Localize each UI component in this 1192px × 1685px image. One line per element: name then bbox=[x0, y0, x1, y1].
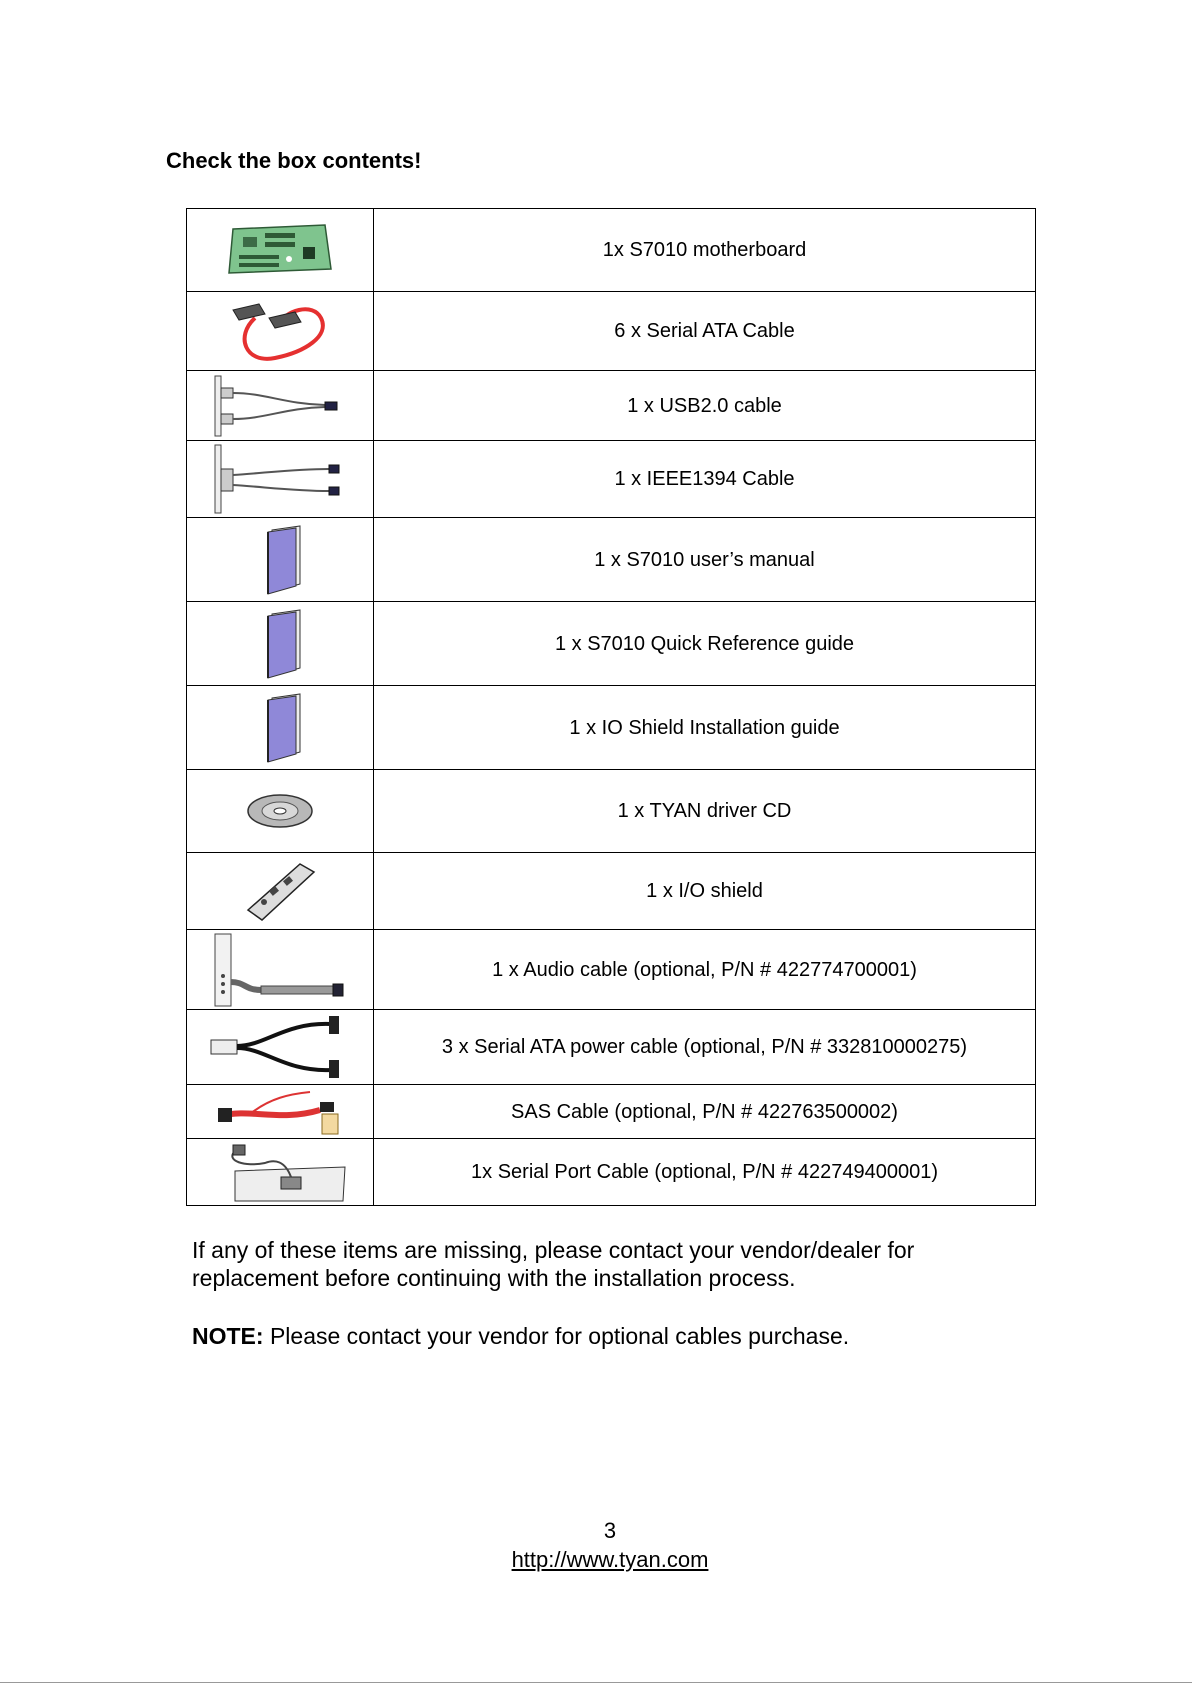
item-label: 1 x IEEE1394 Cable bbox=[374, 441, 1036, 518]
sas-cable-icon bbox=[210, 1088, 350, 1136]
audio-cable-icon bbox=[205, 932, 355, 1008]
table-row bbox=[187, 930, 1036, 1010]
table-row bbox=[187, 441, 1036, 518]
manual-icon bbox=[250, 608, 310, 680]
sata-power-cable-icon bbox=[205, 1016, 355, 1078]
manual-icon bbox=[250, 524, 310, 596]
note-label: NOTE: bbox=[192, 1323, 264, 1349]
item-label: 1 x Audio cable (optional, P/N # 422774700001) bbox=[374, 930, 1036, 1010]
note-text: Please contact your vendor for optional cables purchase. bbox=[263, 1323, 850, 1349]
motherboard-icon bbox=[225, 223, 335, 277]
table-row bbox=[187, 209, 1036, 292]
item-label: 3 x Serial ATA power cable (optional, P/N # 332810000275) bbox=[374, 1010, 1036, 1085]
cd-icon bbox=[245, 791, 315, 831]
table-row bbox=[187, 686, 1036, 770]
item-label: 1x S7010 motherboard bbox=[374, 209, 1036, 292]
table-row bbox=[187, 853, 1036, 930]
item-label: 1 x S7010 user’s manual bbox=[374, 518, 1036, 602]
sata-cable-icon bbox=[225, 296, 335, 366]
table-row bbox=[187, 602, 1036, 686]
item-label: 1 x TYAN driver CD bbox=[374, 770, 1036, 853]
note-paragraph bbox=[192, 1322, 1012, 1350]
table-row bbox=[187, 292, 1036, 371]
table-row bbox=[187, 518, 1036, 602]
ieee1394-cable-icon bbox=[205, 443, 355, 515]
serial-port-cable-icon bbox=[205, 1141, 355, 1203]
item-label: 1 x USB2.0 cable bbox=[374, 371, 1036, 441]
item-label: 1x Serial Port Cable (optional, P/N # 422749400001) bbox=[374, 1139, 1036, 1206]
missing-items-paragraph: If any of these items are missing, please contact your vendor/dealer for replacement before continuing with the installation process. bbox=[192, 1237, 915, 1291]
table-row bbox=[187, 371, 1036, 441]
bottom-divider bbox=[0, 1682, 1192, 1683]
page-number: 3 bbox=[603, 1518, 617, 1543]
footer-url-link[interactable]: http://www.tyan.com bbox=[511, 1547, 709, 1572]
item-label: 1 x IO Shield Installation guide bbox=[374, 686, 1036, 770]
table-row bbox=[187, 1085, 1036, 1139]
item-label: SAS Cable (optional, P/N # 422763500002) bbox=[374, 1085, 1036, 1139]
item-label: 1 x I/O shield bbox=[374, 853, 1036, 930]
page-heading: Check the box contents! bbox=[166, 148, 422, 173]
manual-icon bbox=[250, 692, 310, 764]
io-shield-icon bbox=[240, 858, 320, 924]
usb-cable-icon bbox=[205, 374, 355, 438]
item-label: 6 x Serial ATA Cable bbox=[374, 292, 1036, 371]
box-contents-table bbox=[186, 208, 1036, 1206]
table-row bbox=[187, 770, 1036, 853]
table-row bbox=[187, 1139, 1036, 1206]
item-label: 1 x S7010 Quick Reference guide bbox=[374, 602, 1036, 686]
table-row bbox=[187, 1010, 1036, 1085]
